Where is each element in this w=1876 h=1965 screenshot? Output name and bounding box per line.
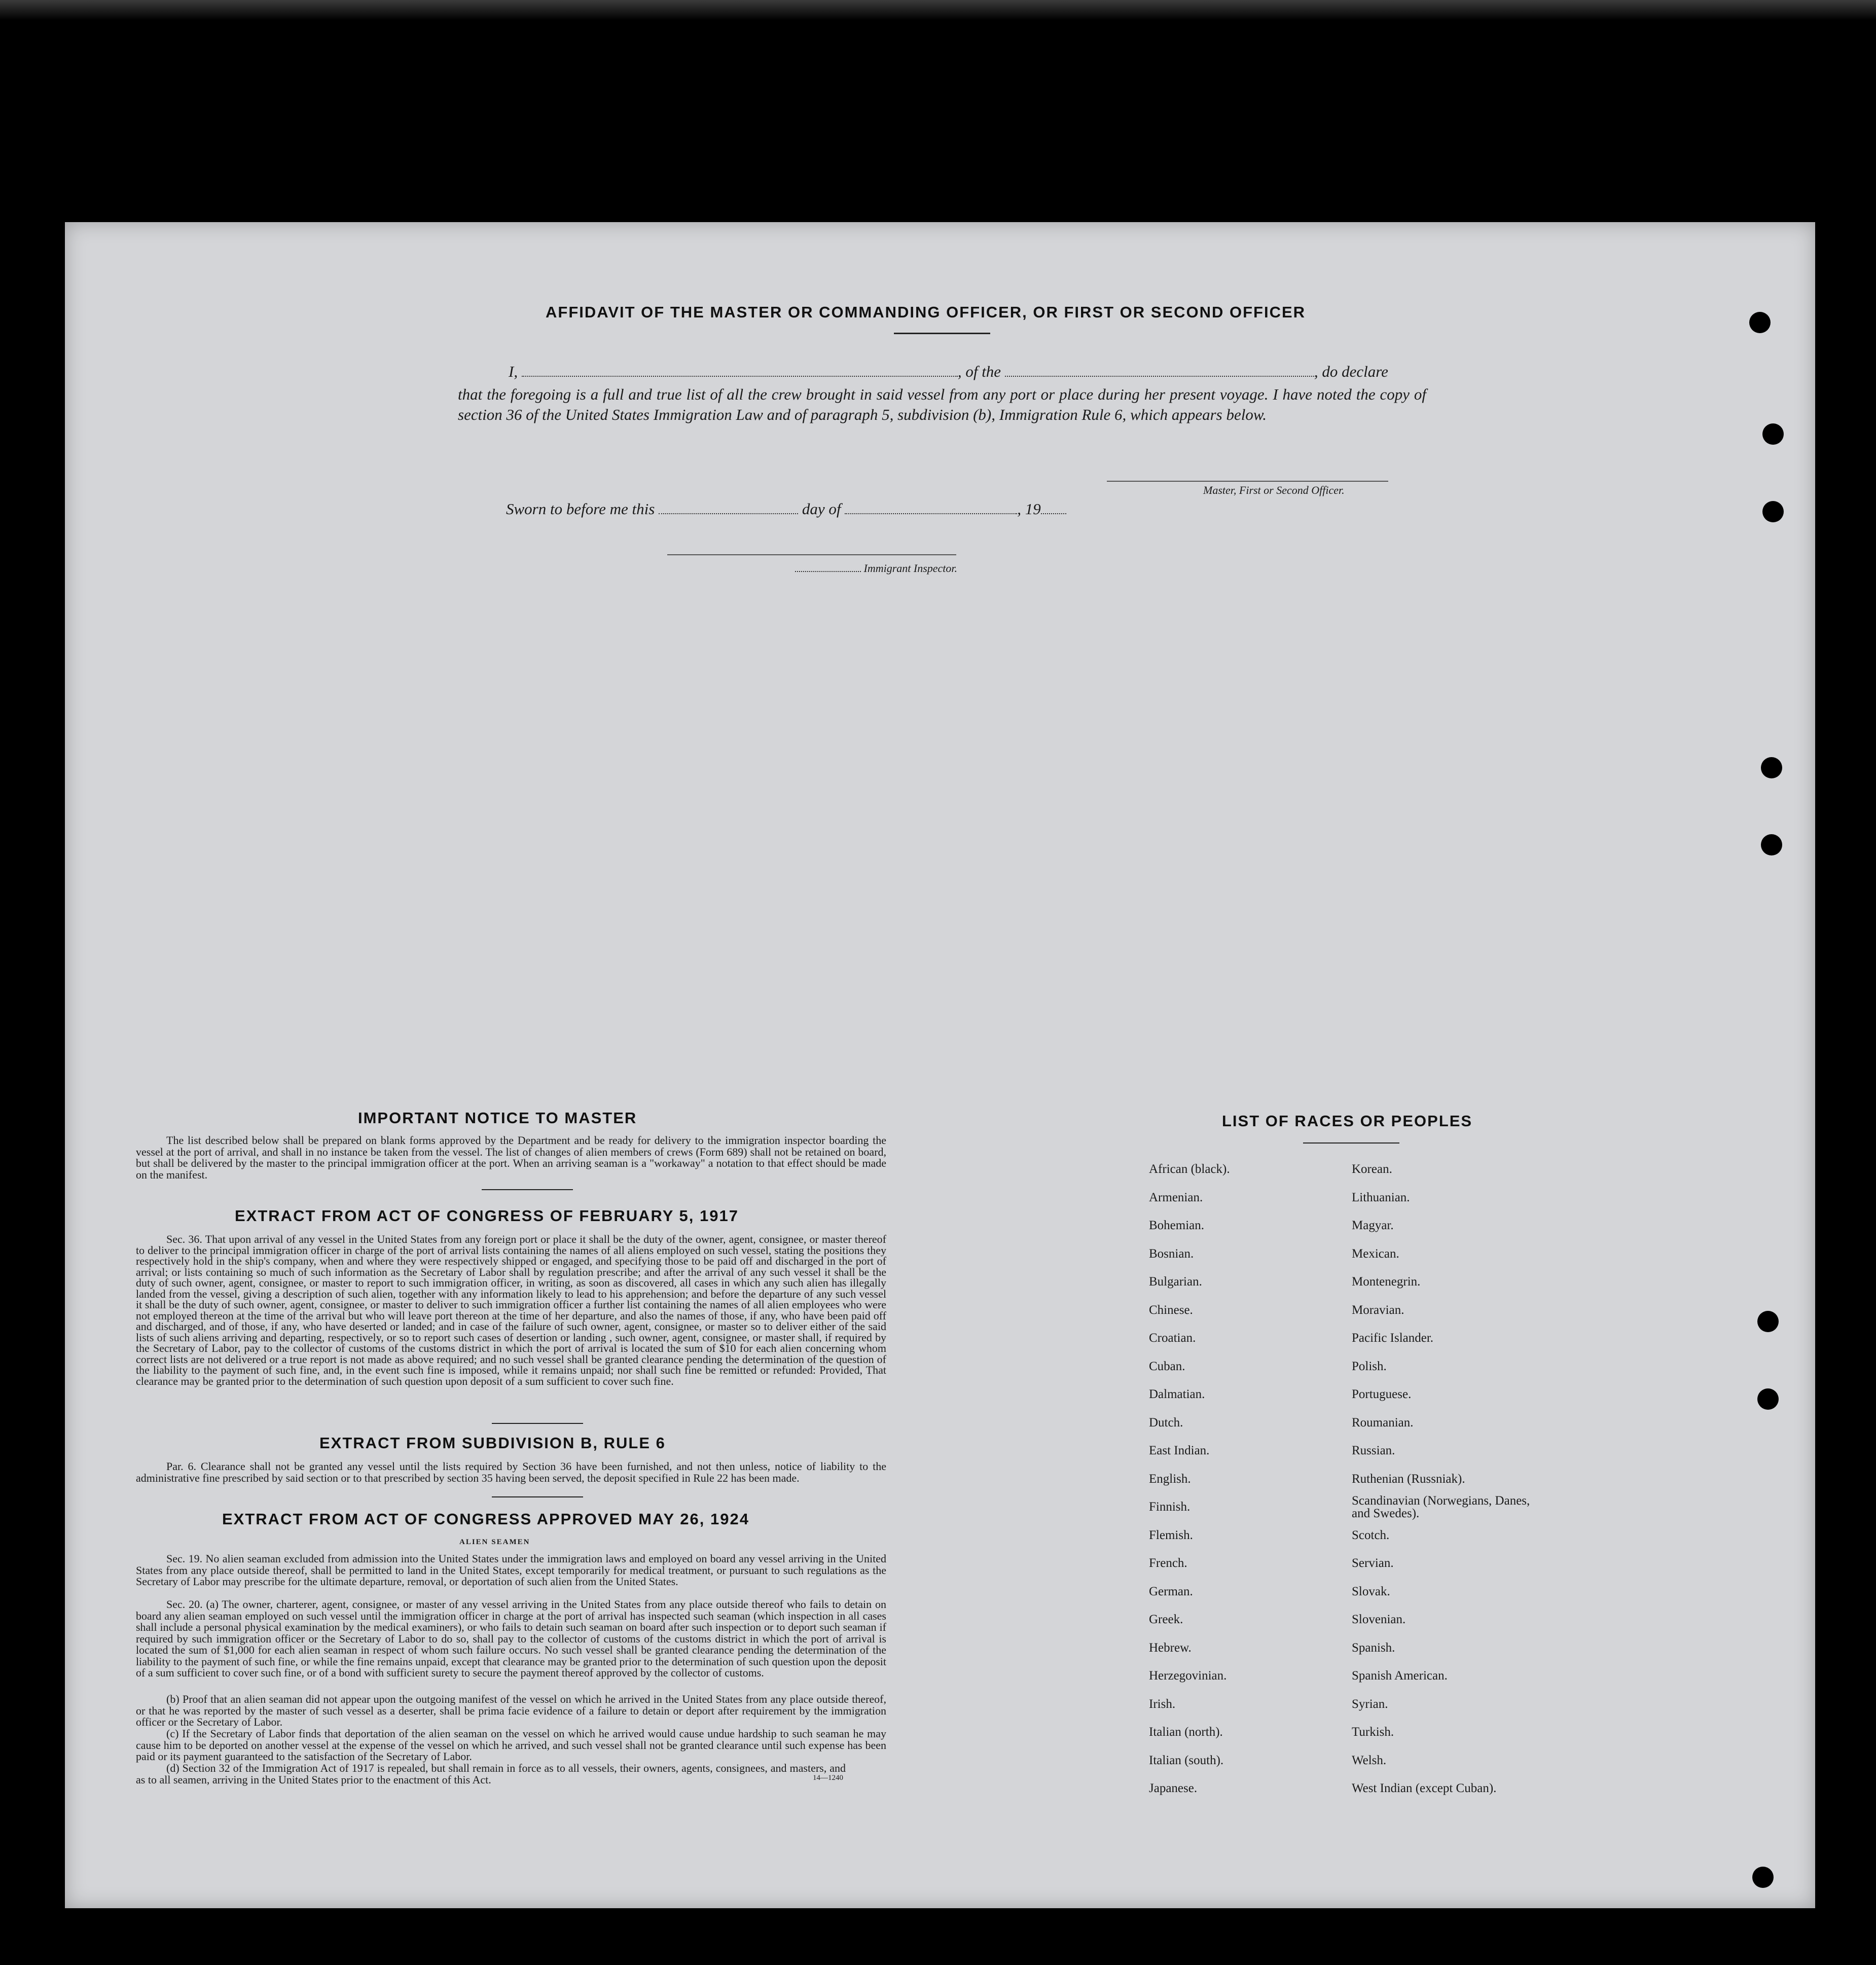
- race-item: African (black).: [1149, 1162, 1230, 1176]
- race-item: Bosnian.: [1149, 1246, 1194, 1261]
- race-item: Bohemian.: [1149, 1219, 1205, 1232]
- punch-hole: [1761, 834, 1782, 855]
- races-right-column: [1352, 1155, 1544, 1803]
- race-item: Mexican.: [1352, 1246, 1399, 1261]
- divider: [894, 333, 990, 334]
- sworn-year-field[interactable]: [1041, 513, 1066, 514]
- races-title: LIST OF RACES OR PEOPLES: [1222, 1112, 1473, 1130]
- race-item: Bulgarian.: [1149, 1275, 1202, 1289]
- extract-rule6-title: EXTRACT FROM SUBDIVISION B, RULE 6: [319, 1434, 666, 1452]
- race-item: Italian (south).: [1149, 1753, 1224, 1767]
- punch-hole: [1757, 1388, 1779, 1410]
- race-item: Portuguese.: [1352, 1387, 1412, 1401]
- punch-hole: [1762, 423, 1784, 445]
- year-prefix: , 19: [1017, 500, 1041, 518]
- sworn-day-field[interactable]: [659, 513, 798, 514]
- extract-rule6-body: Par. 6. Clearance shall not be granted any vessel until the lists required by Section 36 have been furnished, and not then unless, notice of liability to the administrative fine prescribed by said section or to that prescribed by section 35 having been served, the deposit specified in Rule 22 has been made.: [136, 1460, 886, 1484]
- affidavit-title: AFFIDAVIT OF THE MASTER OR COMMANDING OFFICER, OR FIRST OR SECOND OFFICER: [546, 303, 1306, 321]
- race-item: Japanese.: [1149, 1781, 1198, 1795]
- race-item: Dutch.: [1149, 1415, 1183, 1430]
- race-item: Cuban.: [1149, 1359, 1185, 1373]
- race-item: Magyar.: [1352, 1219, 1394, 1232]
- punch-hole: [1761, 757, 1782, 778]
- document-page: [65, 222, 1815, 1908]
- sworn-month-field[interactable]: [845, 513, 1017, 514]
- race-item: Montenegrin.: [1352, 1275, 1421, 1289]
- race-item: East Indian.: [1149, 1444, 1210, 1457]
- divider: [1303, 1142, 1399, 1144]
- race-item: Polish.: [1352, 1359, 1387, 1373]
- divider: [482, 1189, 573, 1190]
- extract-1924-title: EXTRACT FROM ACT OF CONGRESS APPROVED MAY 26, 1924: [222, 1510, 749, 1528]
- race-item: Irish.: [1149, 1697, 1176, 1711]
- race-item: Scotch.: [1352, 1528, 1390, 1542]
- race-item: French.: [1149, 1556, 1187, 1570]
- extract-1924-sec20a: Sec. 20. (a) The owner, charterer, agent, consignee, or master of any vessel arriving in the United States from any place outside thereof who fails to detain on board any alien seaman employed on such vessel until the immigration officer in charge at the port of arrival has inspected such seaman (which inspection in all cases shall include a personal physical examination by the medical examiners), or who fails to detain such seaman on board after such inspection or to deport such seaman if required by such immigration officer or the Secretary of Labor to do so, shall pay to the collector of customs of the customs district in which the port of arrival is located the sum of $1,000 for each alien seaman in respect of whom such failure occurs. No such vessel shall be granted clearance pending the determination of the liability to the payment of such fine, or while the fine remains unpaid, except that clearance may be granted prior to the determination of such question upon the deposit of a sum sufficient to cover such fine, or of a bond with sufficient surety to secure the payment thereof approved by the collector of customs.: [136, 1598, 886, 1679]
- master-signature-label: Master, First or Second Officer.: [1203, 484, 1345, 496]
- race-item: Greek.: [1149, 1613, 1183, 1626]
- extract-1917-title: EXTRACT FROM ACT OF CONGRESS OF FEBRUARY 5, 1917: [235, 1207, 739, 1225]
- race-item: Korean.: [1352, 1162, 1392, 1176]
- race-item: Syrian.: [1352, 1697, 1388, 1711]
- extract-1924-sec19: Sec. 19. No alien seaman excluded from admission into the United States under the immigration laws and employed on board any vessel arriving in the United States from any place outside thereof, shall be permitted to land in the United States, except temporarily for medical treatment, or pursuant to such regulations as the Secretary of Labor may prescribe for the ultimate departure, removal, or deportation of such alien from the United States.: [136, 1552, 886, 1588]
- race-item: Moravian.: [1352, 1303, 1404, 1317]
- extract-1924-sec20c: (c) If the Secretary of Labor finds that deportation of the alien seaman on the vessel on which he arrived would cause undue hardship to such seaman he may cause him to be deported on another vessel at the expense of the vessel on which he arrived, and such vessel shall not be granted clearance until such expense has been paid or its payment guaranteed to the satisfaction of the Secretary of Labor.: [136, 1727, 886, 1763]
- of-the-label: , of the: [957, 363, 1001, 380]
- notice-title: IMPORTANT NOTICE TO MASTER: [358, 1109, 637, 1127]
- race-item: Lithuanian.: [1352, 1190, 1410, 1204]
- affidavit-body: that the foregoing is a full and true list of all the crew brought in said vessel from any port or place during her present voyage. I have noted the copy of section 36 of the United States Immigration Law and of paragraph 5, subdivision (b), Immigration Rule 6, which appears below.: [458, 385, 1426, 423]
- race-item: Armenian.: [1149, 1190, 1203, 1204]
- race-item: Spanish.: [1352, 1640, 1395, 1655]
- race-item: Pacific Islander.: [1352, 1331, 1434, 1345]
- inspector-name-field[interactable]: [795, 571, 861, 572]
- extract-1924-sec20b: (b) Proof that an alien seaman did not appear upon the outgoing manifest of the vessel on which he arrived in the United States from any place outside thereof, or that he was reported by the master of such vessel as a deserter, shall be prima facie evidence of a failure to detain or deport after requirement by the immigration officer or the Secretary of Labor.: [136, 1693, 886, 1728]
- race-item: Dalmatian.: [1149, 1387, 1205, 1401]
- race-item: Slovak.: [1352, 1584, 1390, 1598]
- races-left-column: [1149, 1155, 1230, 1803]
- divider: [492, 1423, 583, 1424]
- master-signature-line[interactable]: [1107, 481, 1388, 482]
- notice-body: The list described below shall be prepared on blank forms approved by the Department and be ready for delivery to the immigration inspector boarding the vessel at the port of arrival, and shall in no instance be taken from the vessel. The list of changes of alien members of crews (Form 689) shall not be retained on board, but shall be delivered by the master to the principal immigration officer at the port. When an arriving seaman is a "workaway" a notation to that effect should be made on the manifest.: [136, 1134, 886, 1181]
- affidavit-declaration-line: [509, 363, 1492, 381]
- declarant-prefix: I,: [509, 363, 518, 380]
- race-item: Slovenian.: [1352, 1613, 1406, 1626]
- race-item: Ruthenian (Russniak).: [1352, 1472, 1465, 1486]
- punch-hole: [1757, 1311, 1779, 1332]
- race-item: Russian.: [1352, 1444, 1395, 1457]
- race-item: Servian.: [1352, 1556, 1394, 1570]
- race-item: Roumanian.: [1352, 1415, 1414, 1430]
- race-item: Turkish.: [1352, 1725, 1394, 1739]
- race-item: Italian (north).: [1149, 1725, 1223, 1739]
- race-item: Scandinavian (Norwegians, Danes, and Swedes).: [1352, 1494, 1530, 1520]
- inspector-label: Immigrant Inspector.: [863, 562, 958, 575]
- vessel-name-field[interactable]: [1005, 376, 1314, 377]
- divider: [492, 1496, 583, 1497]
- race-item: Welsh.: [1352, 1753, 1387, 1767]
- day-of-label: day of: [802, 500, 841, 518]
- race-item: Hebrew.: [1149, 1640, 1192, 1655]
- race-item: Flemish.: [1149, 1528, 1193, 1542]
- race-item: Croatian.: [1149, 1331, 1196, 1345]
- inspector-label-line: [795, 562, 957, 575]
- sworn-line: [506, 500, 1066, 518]
- race-item: Spanish American.: [1352, 1669, 1448, 1683]
- race-item: West Indian (except Cuban).: [1352, 1781, 1497, 1795]
- race-item: Finnish.: [1149, 1500, 1190, 1514]
- inspector-signature-line[interactable]: [667, 554, 956, 555]
- scanner-edge: [0, 0, 1876, 20]
- extract-1924-sec20d: (d) Section 32 of the Immigration Act of 1917 is repealed, but shall remain in force as to all vessels, their owners, agents, consignees, and masters, and as to all seamen, arriving in the United States prior to the enactment of this Act.: [136, 1762, 846, 1786]
- punch-hole: [1749, 312, 1771, 333]
- do-declare-label: , do declare: [1314, 363, 1388, 380]
- sworn-label: Sworn to before me this: [506, 500, 655, 518]
- punch-hole: [1752, 1944, 1774, 1965]
- form-number: 14—1240: [813, 1774, 843, 1782]
- extract-1924-subtitle: ALIEN SEAMEN: [459, 1538, 530, 1546]
- race-item: German.: [1149, 1584, 1193, 1598]
- race-item: English.: [1149, 1472, 1191, 1486]
- declarant-name-field[interactable]: [522, 376, 958, 377]
- punch-hole: [1752, 1867, 1774, 1888]
- race-item: Chinese.: [1149, 1303, 1193, 1317]
- extract-1917-body: Sec. 36. That upon arrival of any vessel in the United States from any foreign port or place it shall be the duty of the owner, agent, consignee, or master thereof to deliver to the principal immigration officer in charge of the port of arrival lists containing the names of all aliens employed on such vessel, stating the positions they respectively hold in the ship's company, when and where they were respectively shipped or engaged, and specifying those to be paid off and discharged in the port of arrival; or lists containing so much of such information as the Secretary of Labor shall by regulation prescribe; and after the arrival of any such vessel it shall be the duty of such owner, agent, consignee, or master to report to such immigration officer, in writing, as soon as discovered, all cases in which any such alien has illegally landed from the vessel, giving a description of such alien, together with any information likely to lead to his apprehension; and before the departure of any such vessel it shall be the duty of such owner, agent, consignee, or master to deliver to such immigration officer a further list containing the names of all alien employees who were not employed thereon at the time of the arrival but who will leave port thereon at the time of her departure, and also the names of those, if any, who have been paid off and discharged, and of those, if any, who have deserted or landed; and in case of the failure of such owner, agent, consignee, or master so to deliver either of the said lists of such aliens arriving and departing, respectively, or so to report such cases of desertion or landing , such owner, agent, consignee, or master shall, if required by the Secretary of Labor, pay to the collector of customs of the customs district in which the port of arrival is located the sum of $10 for each alien concerning whom correct lists are not delivered or a true report is not made as above required; and no such vessel shall be granted clearance pending the determination of the question of the liability to the payment of such fine, and, in the event such fine is imposed, while it remains unpaid; nor shall such fine be remitted or refunded: Provided, That clearance may be granted prior to the determination of such question upon deposit of a sum sufficient to cover such fine.: [136, 1233, 886, 1387]
- punch-hole: [1762, 501, 1784, 522]
- race-item: Herzegovinian.: [1149, 1669, 1227, 1683]
